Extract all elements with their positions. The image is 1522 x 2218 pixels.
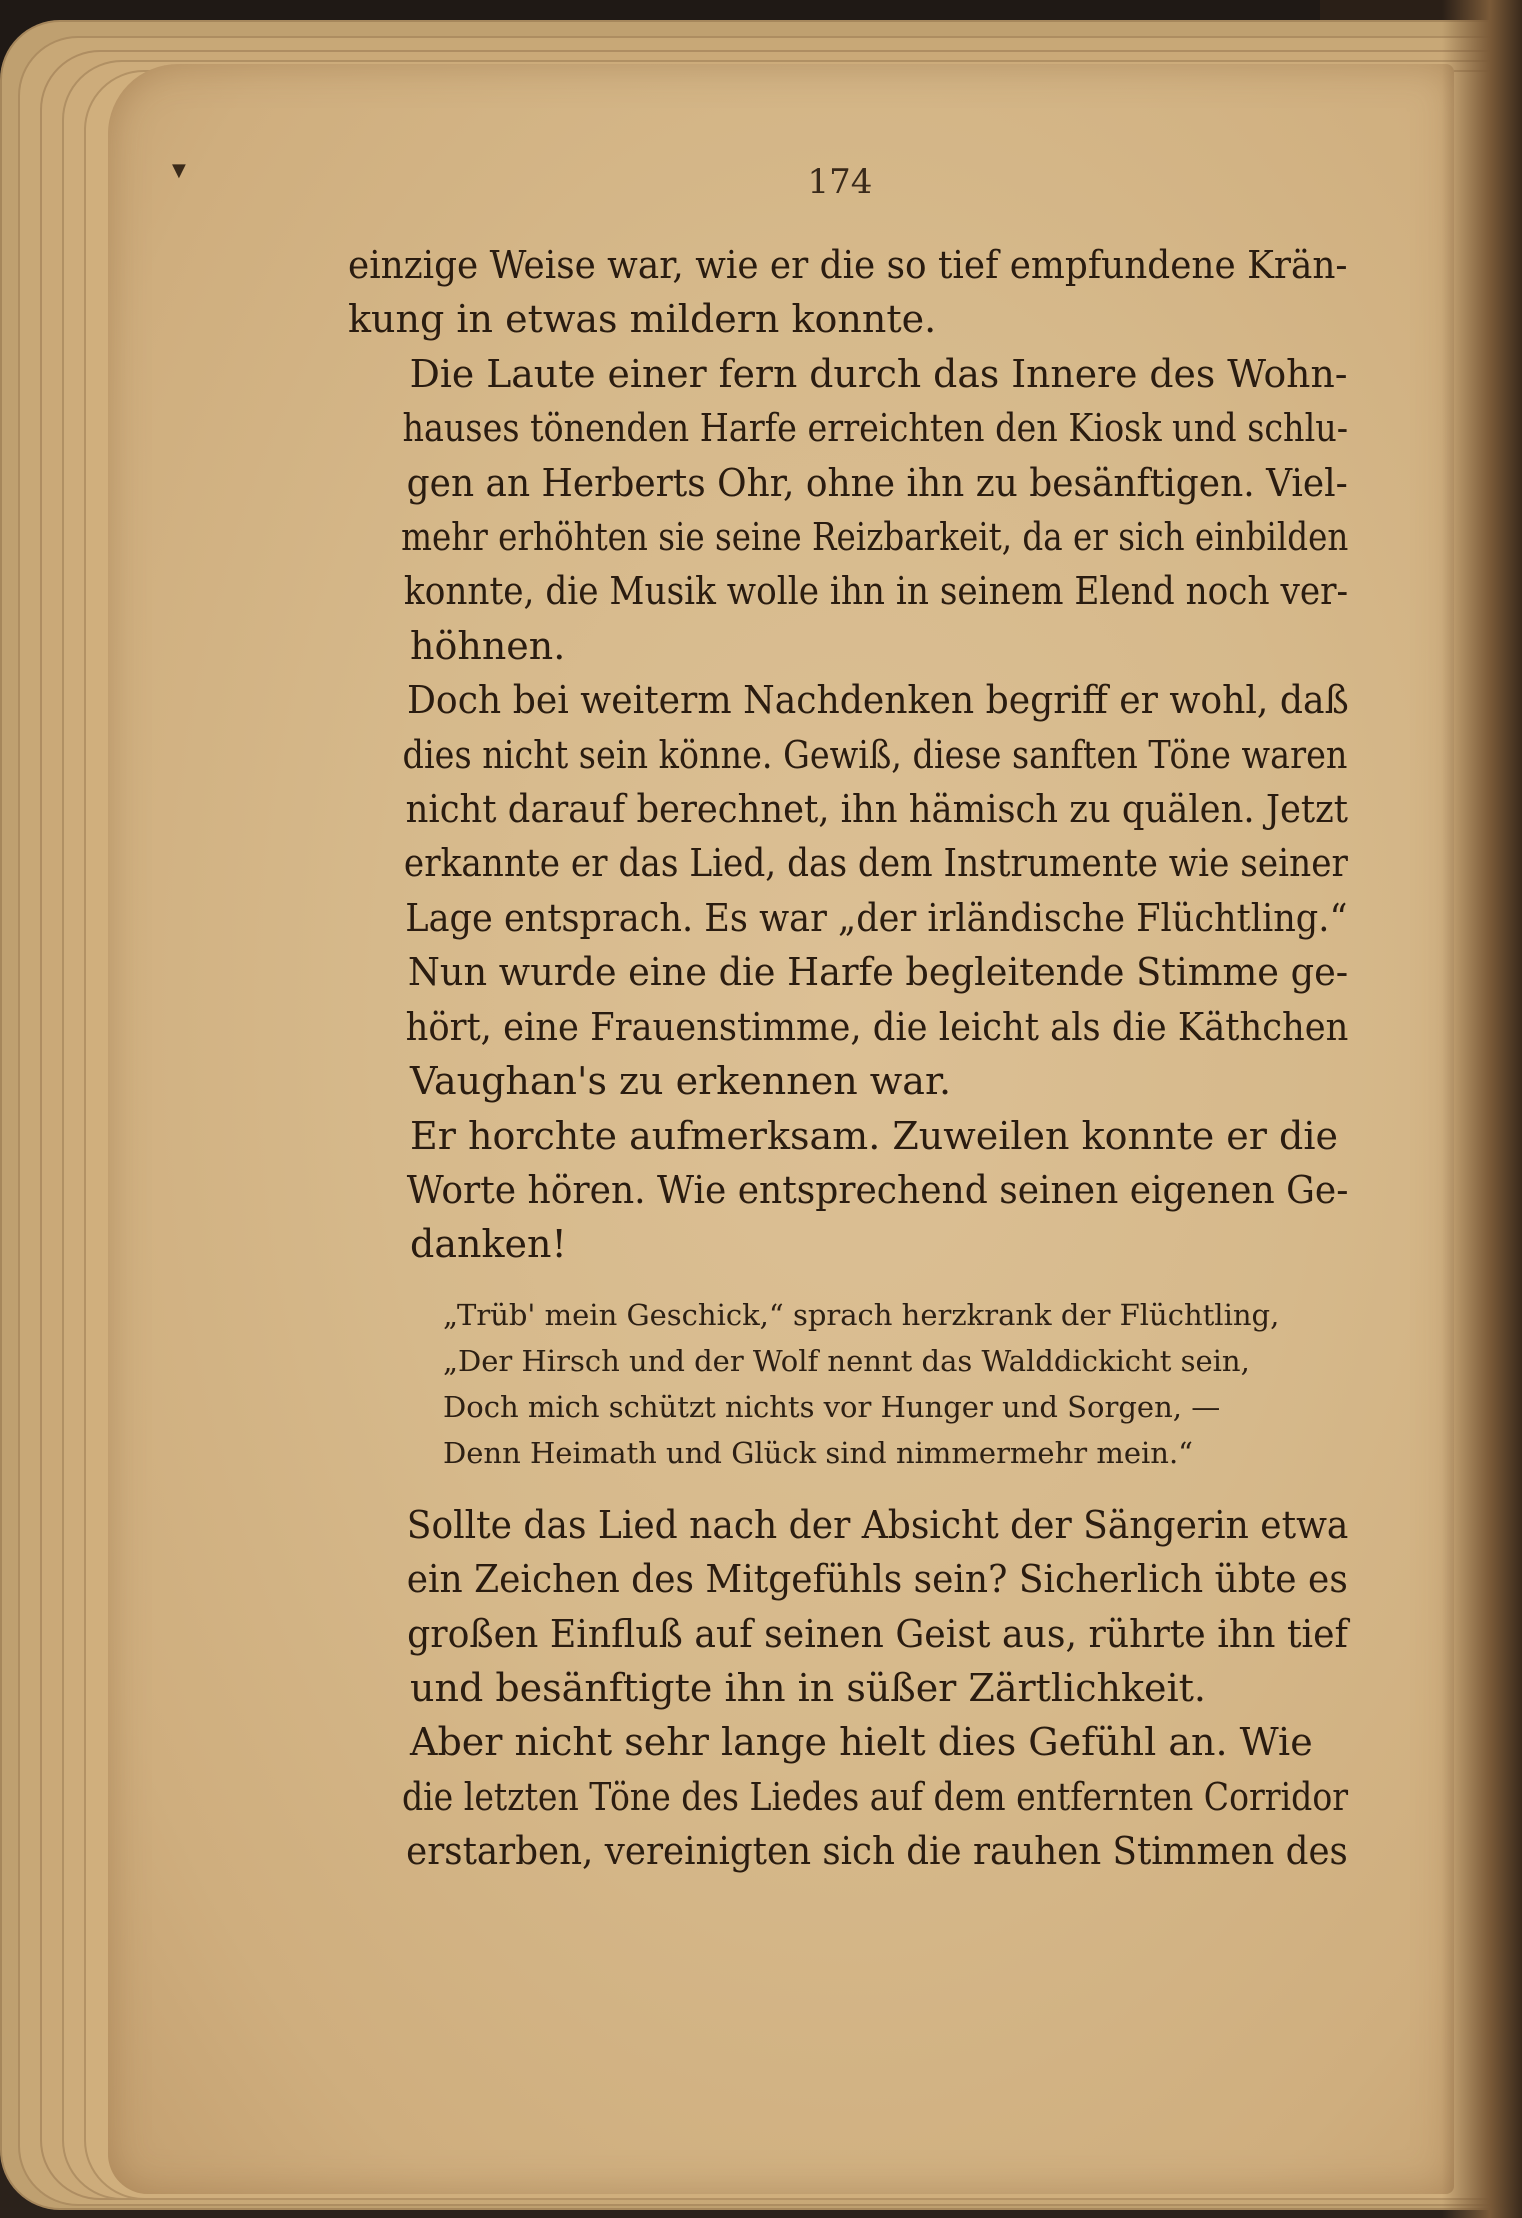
text-line: hauses tönenden Harfe erreichten den Kiosk und schlu- <box>402 406 1349 451</box>
verse-block <box>443 1292 1348 1476</box>
text-line: erstarben, vereinigten sich die rauhen Stimmen des <box>406 1829 1348 1874</box>
text-line: konnte, die Musik wolle ihn in seinem Elend noch ver- <box>403 569 1349 614</box>
text-line: Aber nicht sehr lange hielt dies Gefühl an. Wie <box>410 1720 1313 1765</box>
text-line: gen an Herberts Ohr, ohne ihn zu besänftigen. Viel- <box>406 460 1348 505</box>
text-line: Vaughan's zu erkennen war. <box>410 1059 952 1104</box>
text-line: Worte hören. Wie entsprechend seinen eigenen Ge- <box>406 1167 1349 1212</box>
text-line: Nun wurde eine die Harfe begleitende Stimme ge- <box>407 950 1349 995</box>
paragraph <box>348 1498 1348 1716</box>
text-line: erkannte er das Lied, das dem Instrumente wie seiner <box>403 841 1348 886</box>
text-line: mehr erhöhten sie seine Reizbarkeit, da er sich einbilden <box>401 515 1349 560</box>
paragraphs-after-verse <box>348 1498 1348 1879</box>
verse-line: Denn Heimath und Glück sind nimmermehr mein.“ <box>443 1435 1194 1470</box>
text-line: dies nicht sein könne. Gewiß, diese sanften Töne waren <box>402 732 1348 777</box>
paragraph <box>348 945 1348 1108</box>
text-line: Doch bei weiterm Nachdenken begriff er wohl, daß <box>406 678 1349 723</box>
text-line: hört, eine Frauenstimme, die leicht als die Käthchen <box>405 1004 1349 1049</box>
text-line: Sollte das Lied nach der Absicht der Sängerin etwa <box>406 1502 1349 1547</box>
text-line: großen Einfluß auf seinen Geist aus, rührte ihn tief <box>407 1611 1348 1656</box>
verse-line: Doch mich schützt nichts vor Hunger und Sorgen, — <box>443 1389 1221 1424</box>
paragraph <box>348 1715 1348 1878</box>
text-line: einzige Weise war, wie er die so tief empfundene Krän- <box>348 243 1348 287</box>
text-line: danken! <box>410 1222 567 1267</box>
text-line: höhnen. <box>410 623 566 668</box>
text-line: Lage entsprach. Es war „der irländische Flüchtling.“ <box>405 895 1348 940</box>
verse-line: „Der Hirsch und der Wolf nennt das Walddickicht sein, <box>443 1343 1250 1378</box>
text-line: ein Zeichen des Mitgefühls sein? Sicherlich übte es <box>406 1557 1348 1602</box>
paragraph <box>348 673 1348 945</box>
text-line: die letzten Töne des Liedes auf dem entfernten Corridor <box>401 1774 1349 1819</box>
body-text <box>348 238 1348 1879</box>
triangle-marker-icon: ▼ <box>172 160 186 181</box>
paragraphs-before-verse <box>348 238 1348 1272</box>
paragraph <box>348 238 1348 347</box>
text-line: Die Laute einer fern durch das Innere des Wohn- <box>409 351 1348 396</box>
paragraph <box>348 1109 1348 1272</box>
text-line: nicht darauf berechnet, ihn hämisch zu quälen. Jetzt <box>405 787 1348 832</box>
text-line: kung in etwas mildern konnte. <box>348 297 937 342</box>
text-line: und besänftigte ihn in süßer Zärtlichkeit. <box>410 1665 1206 1710</box>
verse-line: „Trüb' mein Geschick,“ sprach herzkrank der Flüchtling, <box>443 1297 1280 1332</box>
page-gutter-shadow <box>1442 0 1522 2218</box>
page-number: 174 <box>807 162 873 202</box>
text-line: Er horchte aufmerksam. Zuweilen konnte er die <box>410 1113 1338 1158</box>
paragraph <box>348 347 1348 673</box>
